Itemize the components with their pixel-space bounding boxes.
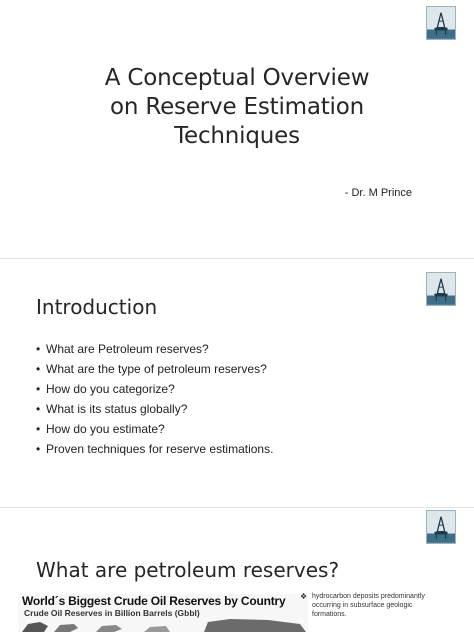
oil-rig-icon <box>426 272 456 306</box>
bullet-item: • Proven techniques for reserve estimations. <box>36 442 274 456</box>
title-line-3: Techniques <box>174 123 300 149</box>
oil-rig-icon <box>426 6 456 40</box>
reserves-infographic <box>18 594 308 632</box>
world-map-image <box>18 616 308 632</box>
bullet-list <box>36 339 273 459</box>
title-line-2: on Reserve Estimation <box>110 94 364 120</box>
slide-title <box>0 0 474 258</box>
bullet-item: • What is its status globally? <box>36 402 188 416</box>
title-line-1: A Conceptual Overview <box>104 65 370 91</box>
slide-introduction <box>0 259 474 507</box>
bullet-item: • What are the type of petroleum reserves? <box>36 362 267 376</box>
presentation-title <box>60 64 414 151</box>
slide-heading: Introduction <box>36 295 158 319</box>
bullet-item: • How do you categorize? <box>36 382 175 396</box>
definition-note: hydrocarbon deposits predominantly occurring in subsurface geologic formations. <box>312 593 425 618</box>
note-bullet-icon: ❖ <box>300 592 308 601</box>
bullet-item: • How do you estimate? <box>36 422 165 436</box>
bullet-item: • What are Petroleum reserves? <box>36 342 209 356</box>
author-line: - Dr. M Prince <box>344 187 412 199</box>
infographic-title: World´s Biggest Crude Oil Reserves by Country <box>22 594 286 608</box>
oil-rig-icon <box>426 510 456 544</box>
infographic-subtitle: Crude Oil Reserves in Billion Barrels (Gbbl) <box>24 608 200 618</box>
slide-heading: What are petroleum reserves? <box>36 558 340 582</box>
